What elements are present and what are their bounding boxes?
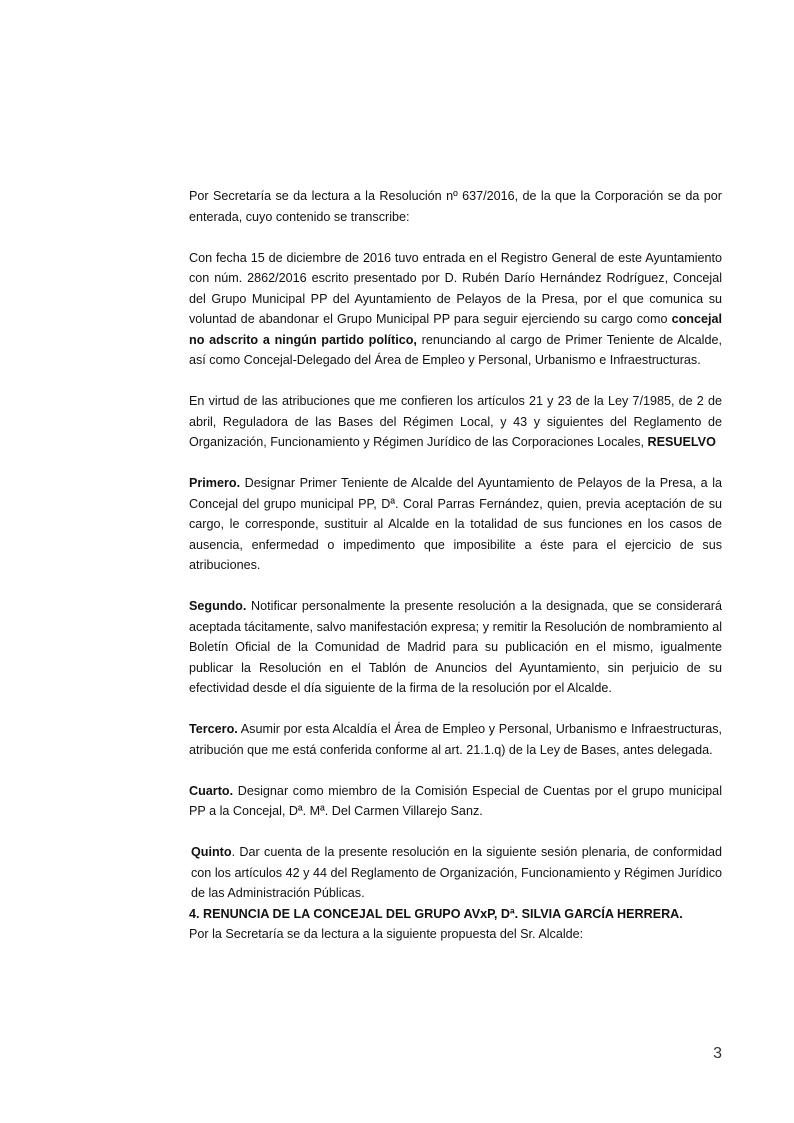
legal-basis-paragraph	[189, 391, 722, 453]
legal-basis-text: En virtud de las atribuciones que me confieren los artículos 21 y 23 de la Ley 7/1985, de 2 de abril, Reguladora de las Bases del Régimen Local, y 43 y siguientes del Reglamento de Organización, Funcionamiento y Régimen Jurídico de las Corporaciones Locales,	[189, 394, 722, 449]
clause-segundo	[189, 596, 722, 699]
clause-primero-lead: Primero.	[189, 476, 241, 490]
closing-paragraph: Por la Secretaría se da lectura a la siguiente propuesta del Sr. Alcalde:	[189, 927, 584, 941]
background-text-bold: concejal no adscrito a ningún partido político,	[189, 312, 722, 347]
background-text-a: Con fecha 15 de diciembre de 2016 tuvo entrada en el Registro General de este Ayuntamiento con núm. 2862/2016 escrito presentado por D. Rubén Darío Hernández Rodríguez, Concejal del Grupo Municipal PP del Ayuntamiento de Pelayos de la Presa, por el que comunica su voluntad de abandonar el Grupo Municipal PP para seguir ejerciendo su cargo como	[189, 250, 722, 326]
clause-primero	[189, 473, 722, 576]
clause-cuarto	[189, 781, 722, 822]
clause-tercero-text: Asumir por esta Alcaldía el Área de Empleo y Personal, Urbanismo e Infraestructuras, atribución que me está conferida conforme al art. 21.1.q) de la Ley de Bases, antes delegada.	[189, 722, 722, 757]
clause-tercero-lead: Tercero.	[189, 722, 238, 736]
clause-cuarto-text: Designar como miembro de la Comisión Especial de Cuentas por el grupo municipal PP a la Concejal, Dª. Mª. Del Carmen Villarejo Sanz.	[189, 783, 722, 818]
clause-tercero	[189, 719, 722, 760]
clause-quinto-text: . Dar cuenta de la presente resolución en la siguiente sesión plenaria, de conformidad con los artículos 42 y 44 del Reglamento de Organización, Funcionamiento y Régimen Jurídico de las Administración Públicas.	[191, 845, 722, 900]
section-heading-4-text: 4. RENUNCIA DE LA CONCEJAL DEL GRUPO AVxP, Dª. SILVIA GARCÍA HERRERA.	[189, 906, 683, 921]
clause-quinto	[189, 842, 722, 904]
clause-cuarto-lead: Cuarto.	[189, 783, 234, 798]
section-heading-4	[189, 904, 722, 925]
clause-primero-text: Designar Primer Teniente de Alcalde del Ayuntamiento de Pelayos de la Presa, a la Concejal del grupo municipal PP, Dª. Coral Parras Fernández, quien, previa aceptación de su cargo, le corresponde, sustituir al Alcalde en la totalidad de sus funciones en los casos de ausencia, enfermedad o impedimento que imposibilite a éste para el ejercicio de sus atribuciones.	[189, 476, 722, 572]
clause-segundo-text: Notificar personalmente la presente resolución a la designada, que se considerará aceptada tácitamente, salvo manifestación expresa; y remitir la Resolución de nombramiento al Boletín Oficial de la Comunidad de Madrid para su publicación en el mismo, igualmente publicar la Resolución en el Tablón de Anuncios del Ayuntamiento, sin perjuicio de su efectividad desde el día siguiente de la firma de la resolución por el Alcalde.	[189, 599, 722, 695]
resuelvo-label: RESUELVO	[647, 435, 716, 449]
page-number: 3	[713, 1045, 722, 1062]
background-paragraph	[189, 248, 722, 371]
background-text-c: renunciando al cargo de Primer Teniente de Alcalde, así como Concejal-Delegado del Área de Empleo y Personal, Urbanismo e Infraestructuras.	[189, 332, 722, 367]
clause-segundo-lead: Segundo.	[189, 599, 247, 613]
intro-paragraph: Por Secretaría se da lectura a la Resolución nº 637/2016, de la que la Corporación se da por enterada, cuyo contenido se transcribe:	[189, 189, 722, 224]
document-body	[189, 186, 722, 945]
clause-quinto-lead: Quinto	[191, 845, 232, 859]
